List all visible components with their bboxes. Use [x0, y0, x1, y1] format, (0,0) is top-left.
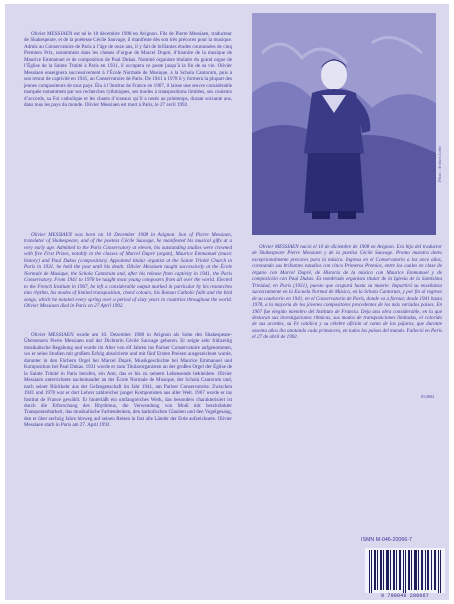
composer-photo-graphic — [252, 13, 436, 235]
barcode-graphic — [365, 548, 445, 593]
biography-french: Olivier MESSIAEN est né le 10 décembre 1908 en Avignon. Fils de Pierre Messiaen, traducteur de Shakespeare, et de la poétesse Cécile Sauvage, il manifeste dès son très précoces pour la musique. Admis au Conservatoire de Paris à l’âge de onze ans, il y fait de brillantes études couronnées de cinq Premiers Prix, notamment dans les classes d’orgue de Marcel Dupré, d’histoire de la musique de Maurice Emmanuel et de composition de Paul Dukas. Nommé organiste titulaire du grand orgue de l’Église de la Sainte Trinité à Paris en 1931, il occupera ce poste jusqu’à la fin de sa vie. Olivier Messiaen enseignera successivement à l’École Normale de Musique, à la Schola Cantorum, puis à son retour de captivité en 1941, au Conservatoire de Paris. De 1941 à 1978 il y formera la plupart des jeunes compositeurs de tous pays. Élu à l’Institut de France en 1967, il laisse une œuvre considérable marquée notamment par ses recherches rythmiques, ses modes à transpositions limitées, ses couleurs d’accords, sa Foi catholique et les chants d’oiseaux qu’il a notés au printemps, durant soixante ans, dans tous les pays du monde. Olivier Messiaen est mort à Paris, le 27 avril 1992. — [24, 31, 232, 108]
back-cover-page — [5, 4, 449, 600]
photo-credit: Photo : Arnhem Lotbé — [437, 146, 442, 182]
composer-photo — [252, 13, 436, 235]
barcode — [365, 548, 445, 593]
barcode-digits: 9 790046 200667 — [380, 593, 429, 599]
biography-spanish: Olivier MESSIAEN nació el 10 de diciembre de 1908 en Avignon. Era hijo del traductor de Shakespeare Pierre Messiaen y de la poetisa Cécile Sauvage. Pronto muestra dotes excepcionalmente precoces para la música. Ingresa en el Conservatorio a los once años, coronando sus brillantes estudios con cinco Primeros Premios, entre los cuales en clase de órgano con Marcel Dupré, de Historia de la música con Maurice Emmanuel y de composición con Paul Dukas. Es nombrado organista titular de la Iglesia de la Santísima Trinidad, en París (1931), puesto que ocupará hasta su muerte. Impartirá su enseñanza sucesivamente en la Escuela Normal de Música, en la Schola Cantorum, y por fin al regreso de su cautiverio en 1941, en el Conservatorio de París, donde va a formar, desde 1941 hasta 1978, a la mayoría de los jóvenes compositores procedentes de los más variados países. En 1967 fue elegido miembro del Instituto de Francia. Deja una obra considerable, en la que destacan sus investigaciones rítmicas, sus modos de transposiciones limitadas, el colorido de sus acordes, su Fe católica y su célebre afición al canto de los pájaros, que durante sesenta años iba anotando cada primavera, en todos los países del mundo. Falleció en París el 27 de abril de 1992. — [252, 244, 442, 341]
ismn-number: ISMN M-046-20066-7 — [361, 537, 412, 543]
print-code: 01/2002 — [421, 394, 435, 399]
biography-english: Olivier MESSIAEN was born on 10 December 1908 in Avignon. Son of Pierre Messiaen, translator of Shakespeare, and of the poetess Cécile Sauvage, he manifested his musical gifts at a very early age. Admitted to the Paris Conservatory at eleven, his outstanding studies were crowned with five First Prizes, notably in the classes of Marcel Dupré (organ), Maurice Emmanuel (music history) and Paul Dukas (composition). Appointed titular organist at the Sainte Trinité Church in Paris in 1931, he held the post until his death. Olivier Messiaen taught successively at the École Normale de Musique, the Schola Cantorum and, after his release from captivity in 1941, the Paris Conservatory. From 1941 to 1978 he taught most young composers from all over the world. Elected to the French Institute in 1967, he left a considerable output marked in particular by his researches into rhythm, his modes of limited transposition, chord colours, his Roman Catholic faith and the bird songs, which he notated every spring over a period of sixty years in countries throughout the world. Olivier Messiaen died in Paris on 27 April 1992. — [24, 232, 232, 309]
biography-german: Olivier MESSIAEN wurde am 10. Dezember 1908 in Avignon als Sohn des Shakespeare-Übersetzers Pierre Messiaen und der Dichterin Cécile Sauvage geboren. Er zeigte sehr frühzeitig musikalische Begabung und wurde im Alter von elf Jahren ins Pariser Conservatoire aufgenommen, wo er seine Studien mit großem Erfolg absolvierte und mit fünf Ersten Preisen ausgezeichnet wurde, darunter in den Fächern Orgel bei Marcel Dupré, Musikgeschichte bei Maurice Emmanuel und Komposition bei Paul Dukas. 1931 wurde er zum Titularorganisten an der großen Orgel der Église de la Sainte Trinité in Paris berufen, ein Amt, das er bis zu seinem Lebensende bekleidete. Olivier Messiaen unterrichtete nacheinander an der École Normale de Musique, der Schola Cantorum und, nach seiner Rückkehr aus der Gefangenschaft im Jahr 1941, am Pariser Conservatoire. Zwischen 1941 und 1978 war er dort Lehrer zahlreicher junger Komponisten aus aller Welt. 1967 wurde er ins Institut de France gewählt. Er hinterläßt ein umfangreiches Werk, das besonders charakterisiert ist durch die Erforschung des Rhythmus, die Verwendung von Modi mit beschränkter Transponierbarkeit, das musikalische Farbendenken, den katholischen Glauben und den Vogelgesang, den er über sechzig Jahre hinweg auf seinen Reisen in fast alle Länder der Erde aufzeichnete. Olivier Messiaen starb in Paris am 27. April 1992. — [24, 332, 232, 429]
